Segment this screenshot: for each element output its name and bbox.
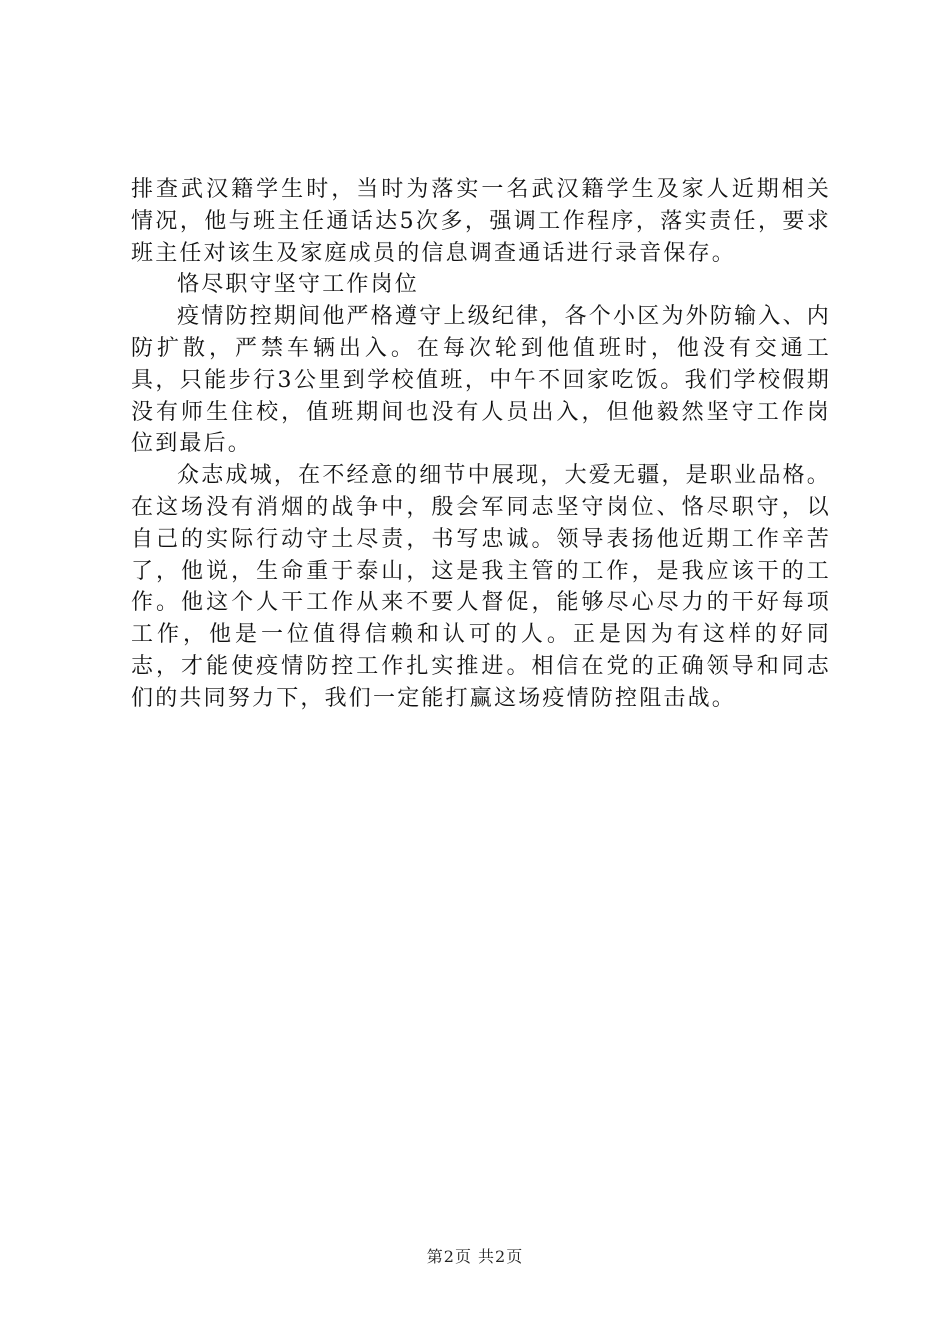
paragraph-2: 疫情防控期间他严格遵守上级纪律，各个小区为外防输入、内防扩散，严禁车辆出入。在每次轮到他值班时，他没有交通工具，只能步行3公里到学校值班，中午不回家吃饭。我们学校假期没有师生住校，值班期间也没有人员出入，但他毅然坚守工作岗位到最后。 <box>131 304 831 457</box>
paragraph-3: 众志成城，在不经意的细节中展现，大爱无疆，是职业品格。在这场没有消烟的战争中，殷会军同志坚守岗位、恪尽职守，以自己的实际行动守土尽责，书写忠诚。领导表扬他近期工作辛苦了，他说，生命重于泰山，这是我主管的工作，是我应该干的工作。他这个人干工作从来不要人督促，能够尽心尽力的干好每项工作，他是一位值得信赖和认可的人。正是因为有这样的好同志，才能使疫情防控工作扎实推进。相信在党的正确领导和同志们的共同努力下，我们一定能打赢这场疫情防控阻击战。 <box>131 463 831 711</box>
section-heading: 恪尽职守坚守工作岗位 <box>177 272 420 298</box>
document-body <box>131 174 831 715</box>
paragraph-1: 排查武汉籍学生时，当时为落实一名武汉籍学生及家人近期相关情况，他与班主任通话达5次多，强调工作程序，落实责任，要求班主任对该生及家庭成员的信息调查通话进行录音保存。 <box>131 177 831 266</box>
page-number-footer: 第2页 共2页 <box>426 1247 524 1266</box>
